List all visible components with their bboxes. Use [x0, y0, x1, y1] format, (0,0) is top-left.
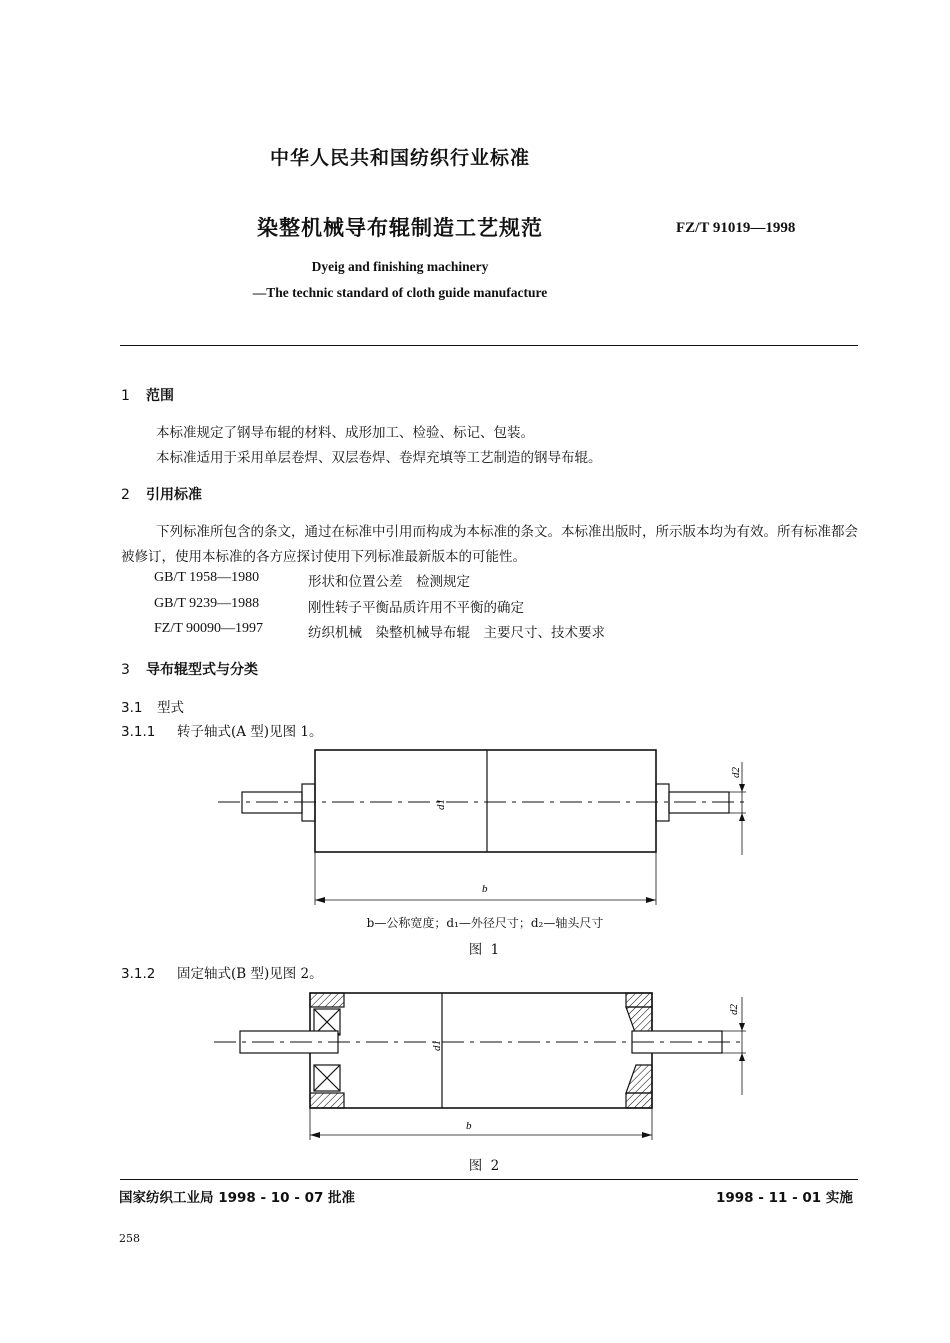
reference-code: GB/T 1958—1980	[154, 570, 260, 585]
dim-d2-label: d2	[730, 767, 742, 778]
subsection-3-1-1-text: 转子轴式(A 型)见图 1。	[177, 724, 323, 740]
subsection-3-1-2	[121, 962, 323, 982]
subsection-3-1-1	[121, 720, 322, 740]
implementation-date: 1998 - 11 - 01 实施	[716, 1190, 853, 1206]
dim-d2-label: d2	[728, 1004, 740, 1015]
section-2-heading	[121, 484, 202, 504]
figure-1-caption: b—公称宽度；d₁—外径尺寸；d₂—轴头尺寸	[366, 916, 604, 930]
section-3-number: 3	[121, 662, 130, 678]
reference-title: 纺织机械 染整机械导布辊 主要尺寸、技术要求	[308, 625, 605, 641]
section-2-paragraph: 下列标准所包含的条文，通过在标准中引用而构成为本标准的条文。本标准出版时，所示版本均为有效。所有标准都会被修订，使用本标准的各方应探讨使用下列标准最新版本的可能性。	[121, 524, 858, 565]
roller-drum	[315, 750, 656, 852]
dim-d1-label: d1	[435, 799, 447, 810]
right-shaft	[669, 792, 729, 813]
page-number: 258	[119, 1232, 140, 1245]
subsection-3-1-title: 型式	[157, 700, 184, 716]
standard-organization: 中华人民共和国纺织行业标准	[269, 147, 530, 169]
reference-title: 形状和位置公差 检测规定	[308, 574, 470, 590]
figure-1-label: 图 1	[468, 942, 502, 958]
footer-divider	[120, 1179, 858, 1180]
section-3-title: 导布辊型式与分类	[146, 662, 258, 678]
left-shaft	[242, 792, 302, 813]
section-1-paragraph-2: 本标准适用于采用单层卷焊、双层卷焊、卷焊充填等工艺制造的钢导布辊。	[156, 450, 602, 466]
left-collar	[302, 784, 315, 821]
reference-code: GB/T 9239—1988	[154, 596, 260, 611]
reference-code: FZ/T 90090—1997	[154, 621, 264, 636]
figure-2-drawing	[0, 985, 950, 1145]
standard-code: FZ/T 91019—1998	[676, 220, 796, 236]
section-3-heading	[121, 659, 258, 679]
section-1-paragraph-1: 本标准规定了钢导布辊的材料、成形加工、检验、标记、包装。	[156, 425, 534, 441]
section-2-number: 2	[121, 487, 130, 503]
dim-b-label: b	[482, 883, 488, 895]
section-1-number: 1	[121, 388, 130, 404]
approval-date: 国家纺织工业局 1998 - 10 - 07 批准	[119, 1190, 356, 1206]
section-2-title: 引用标准	[146, 487, 202, 503]
subsection-3-1-2-text: 固定轴式(B 型)见图 2。	[177, 966, 323, 982]
english-title-line1: Dyeig and finishing machinery	[311, 259, 489, 274]
figure-2-label: 图 2	[468, 1158, 502, 1174]
left-bearing-bottom	[310, 1093, 344, 1108]
right-bearing-lower	[626, 1065, 652, 1093]
dim-b-label: b	[466, 1120, 472, 1132]
english-title-line2: —The technic standard of cloth guide manufacture	[252, 285, 548, 300]
section-1-heading	[121, 385, 174, 405]
left-bearing-top	[310, 993, 344, 1007]
subsection-3-1-1-number: 3.1.1	[121, 724, 156, 740]
right-bearing-bottom	[626, 1093, 652, 1108]
subsection-3-1-2-number: 3.1.2	[121, 966, 156, 982]
reference-title: 刚性转子平衡品质许用不平衡的确定	[308, 600, 524, 616]
document-title: 染整机械导布辊制造工艺规范	[257, 216, 543, 240]
section-1-title: 范围	[146, 388, 174, 404]
subsection-3-1	[121, 696, 184, 716]
header-divider	[120, 345, 858, 346]
figure-1-drawing	[0, 740, 950, 915]
right-collar	[656, 784, 669, 821]
subsection-3-1-number: 3.1	[121, 700, 143, 716]
right-bearing-top	[626, 993, 652, 1007]
roller-body	[310, 993, 652, 1108]
dim-d1-label: d1	[431, 1040, 443, 1051]
